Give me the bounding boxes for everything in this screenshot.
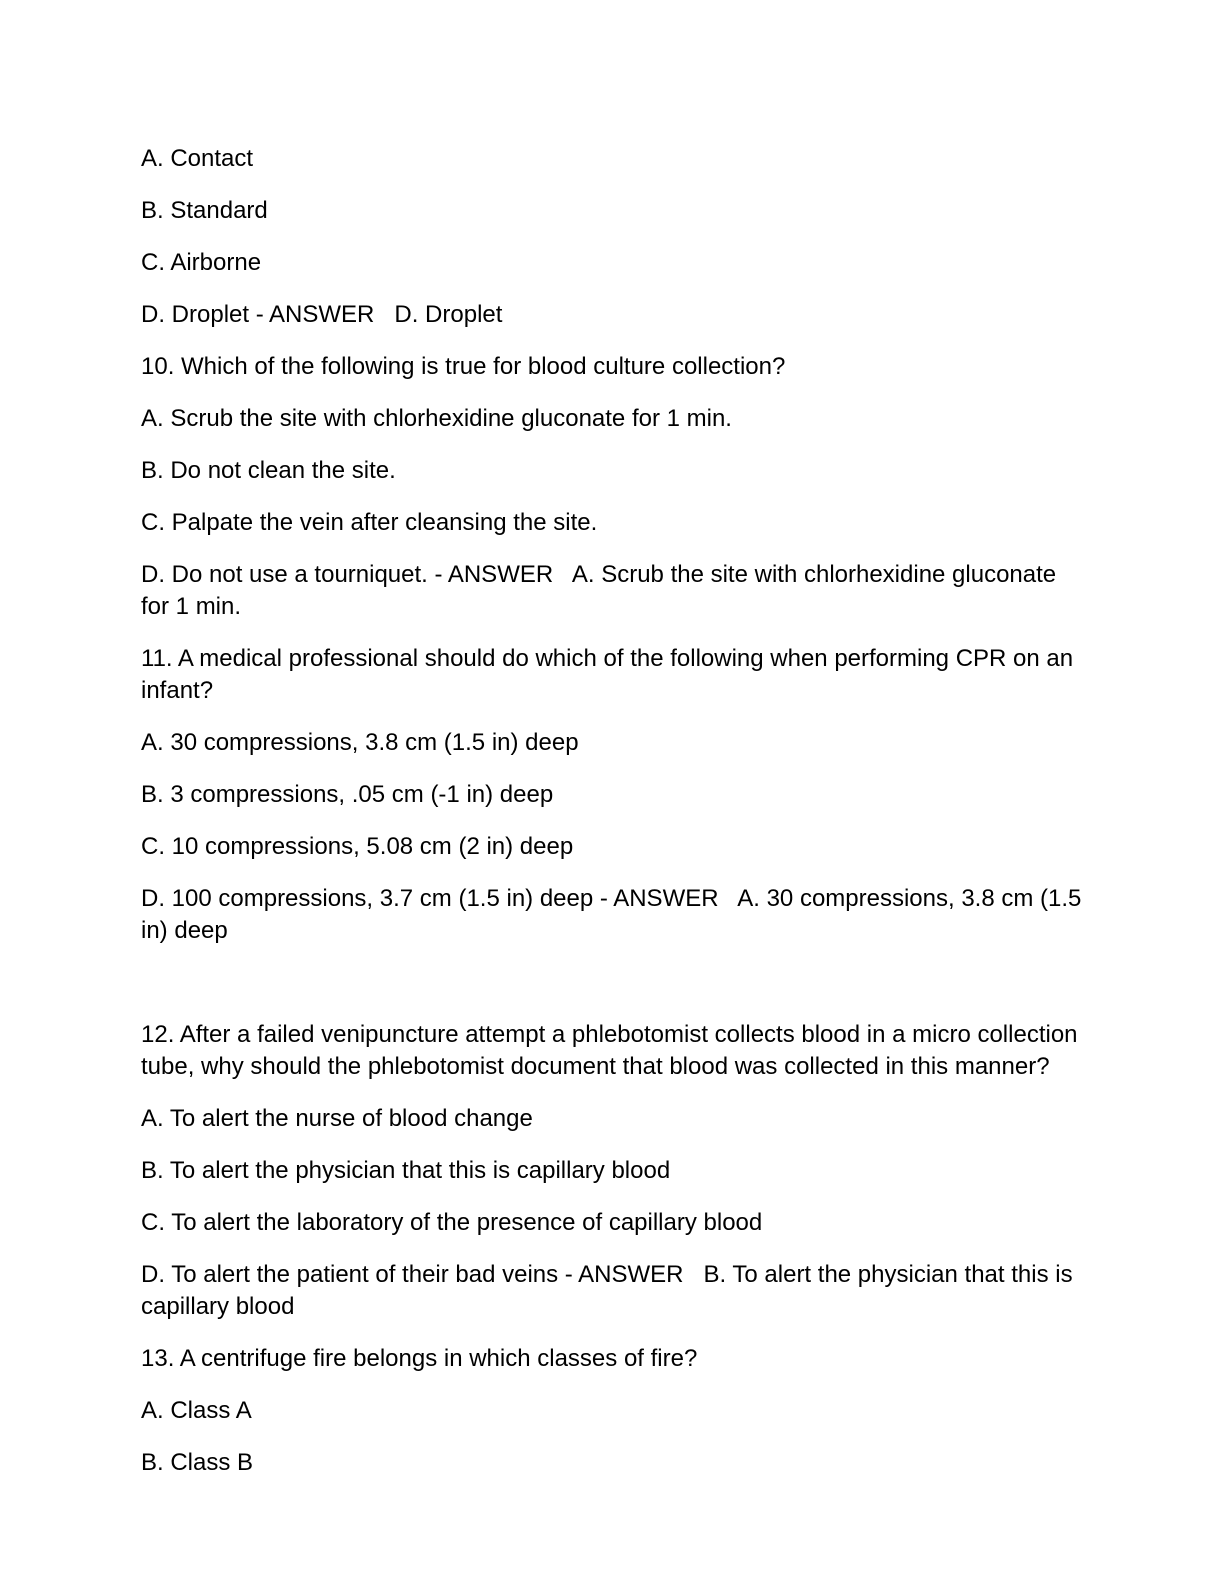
q11-option-b: B. 3 compressions, .05 cm (-1 in) deep [141, 781, 554, 808]
q13-option-b: B. Class B [141, 1449, 254, 1476]
option-b-standard: B. Standard [141, 197, 268, 224]
q12-option-a: A. To alert the nurse of blood change [141, 1105, 533, 1132]
q13-option-a: A. Class A [141, 1397, 252, 1424]
option-a-contact: A. Contact [141, 145, 254, 172]
q11-option-c: C. 10 compressions, 5.08 cm (2 in) deep [141, 833, 574, 860]
q11-option-a: A. 30 compressions, 3.8 cm (1.5 in) deep [141, 729, 579, 756]
q11-option-d-answer: D. 100 compressions, 3.7 cm (1.5 in) deep - ANSWER A. 30 compressions, 3.8 cm (1.5 in) deep [141, 885, 1089, 944]
q10-option-d-answer: D. Do not use a tourniquet. - ANSWER A. Scrub the site with chlorhexidine gluconate for 1 min. [141, 561, 1063, 620]
question-13: 13. A centrifuge fire belongs in which classes of fire? [141, 1345, 698, 1372]
q10-option-b: B. Do not clean the site. [141, 457, 396, 484]
q10-option-c: C. Palpate the vein after cleansing the site. [141, 509, 598, 536]
question-11: 11. A medical professional should do which of the following when performing CPR on an infant? [141, 645, 1080, 704]
q10-option-a: A. Scrub the site with chlorhexidine gluconate for 1 min. [141, 405, 732, 432]
question-10: 10. Which of the following is true for blood culture collection? [141, 353, 786, 380]
question-12: 12. After a failed venipuncture attempt a phlebotomist collects blood in a micro collection tube, why should the phlebotomist document that blood was collected in this manner? [141, 1021, 1085, 1080]
q12-option-c: C. To alert the laboratory of the presence of capillary blood [141, 1209, 763, 1236]
q12-option-b: B. To alert the physician that this is capillary blood [141, 1157, 671, 1184]
option-c-airborne: C. Airborne [141, 249, 262, 276]
option-d-droplet-answer: D. Droplet - ANSWER D. Droplet [141, 301, 503, 328]
q12-option-d-answer: D. To alert the patient of their bad veins - ANSWER B. To alert the physician that this is capillary blood [141, 1261, 1080, 1320]
paragraph-spacer [141, 967, 1089, 999]
